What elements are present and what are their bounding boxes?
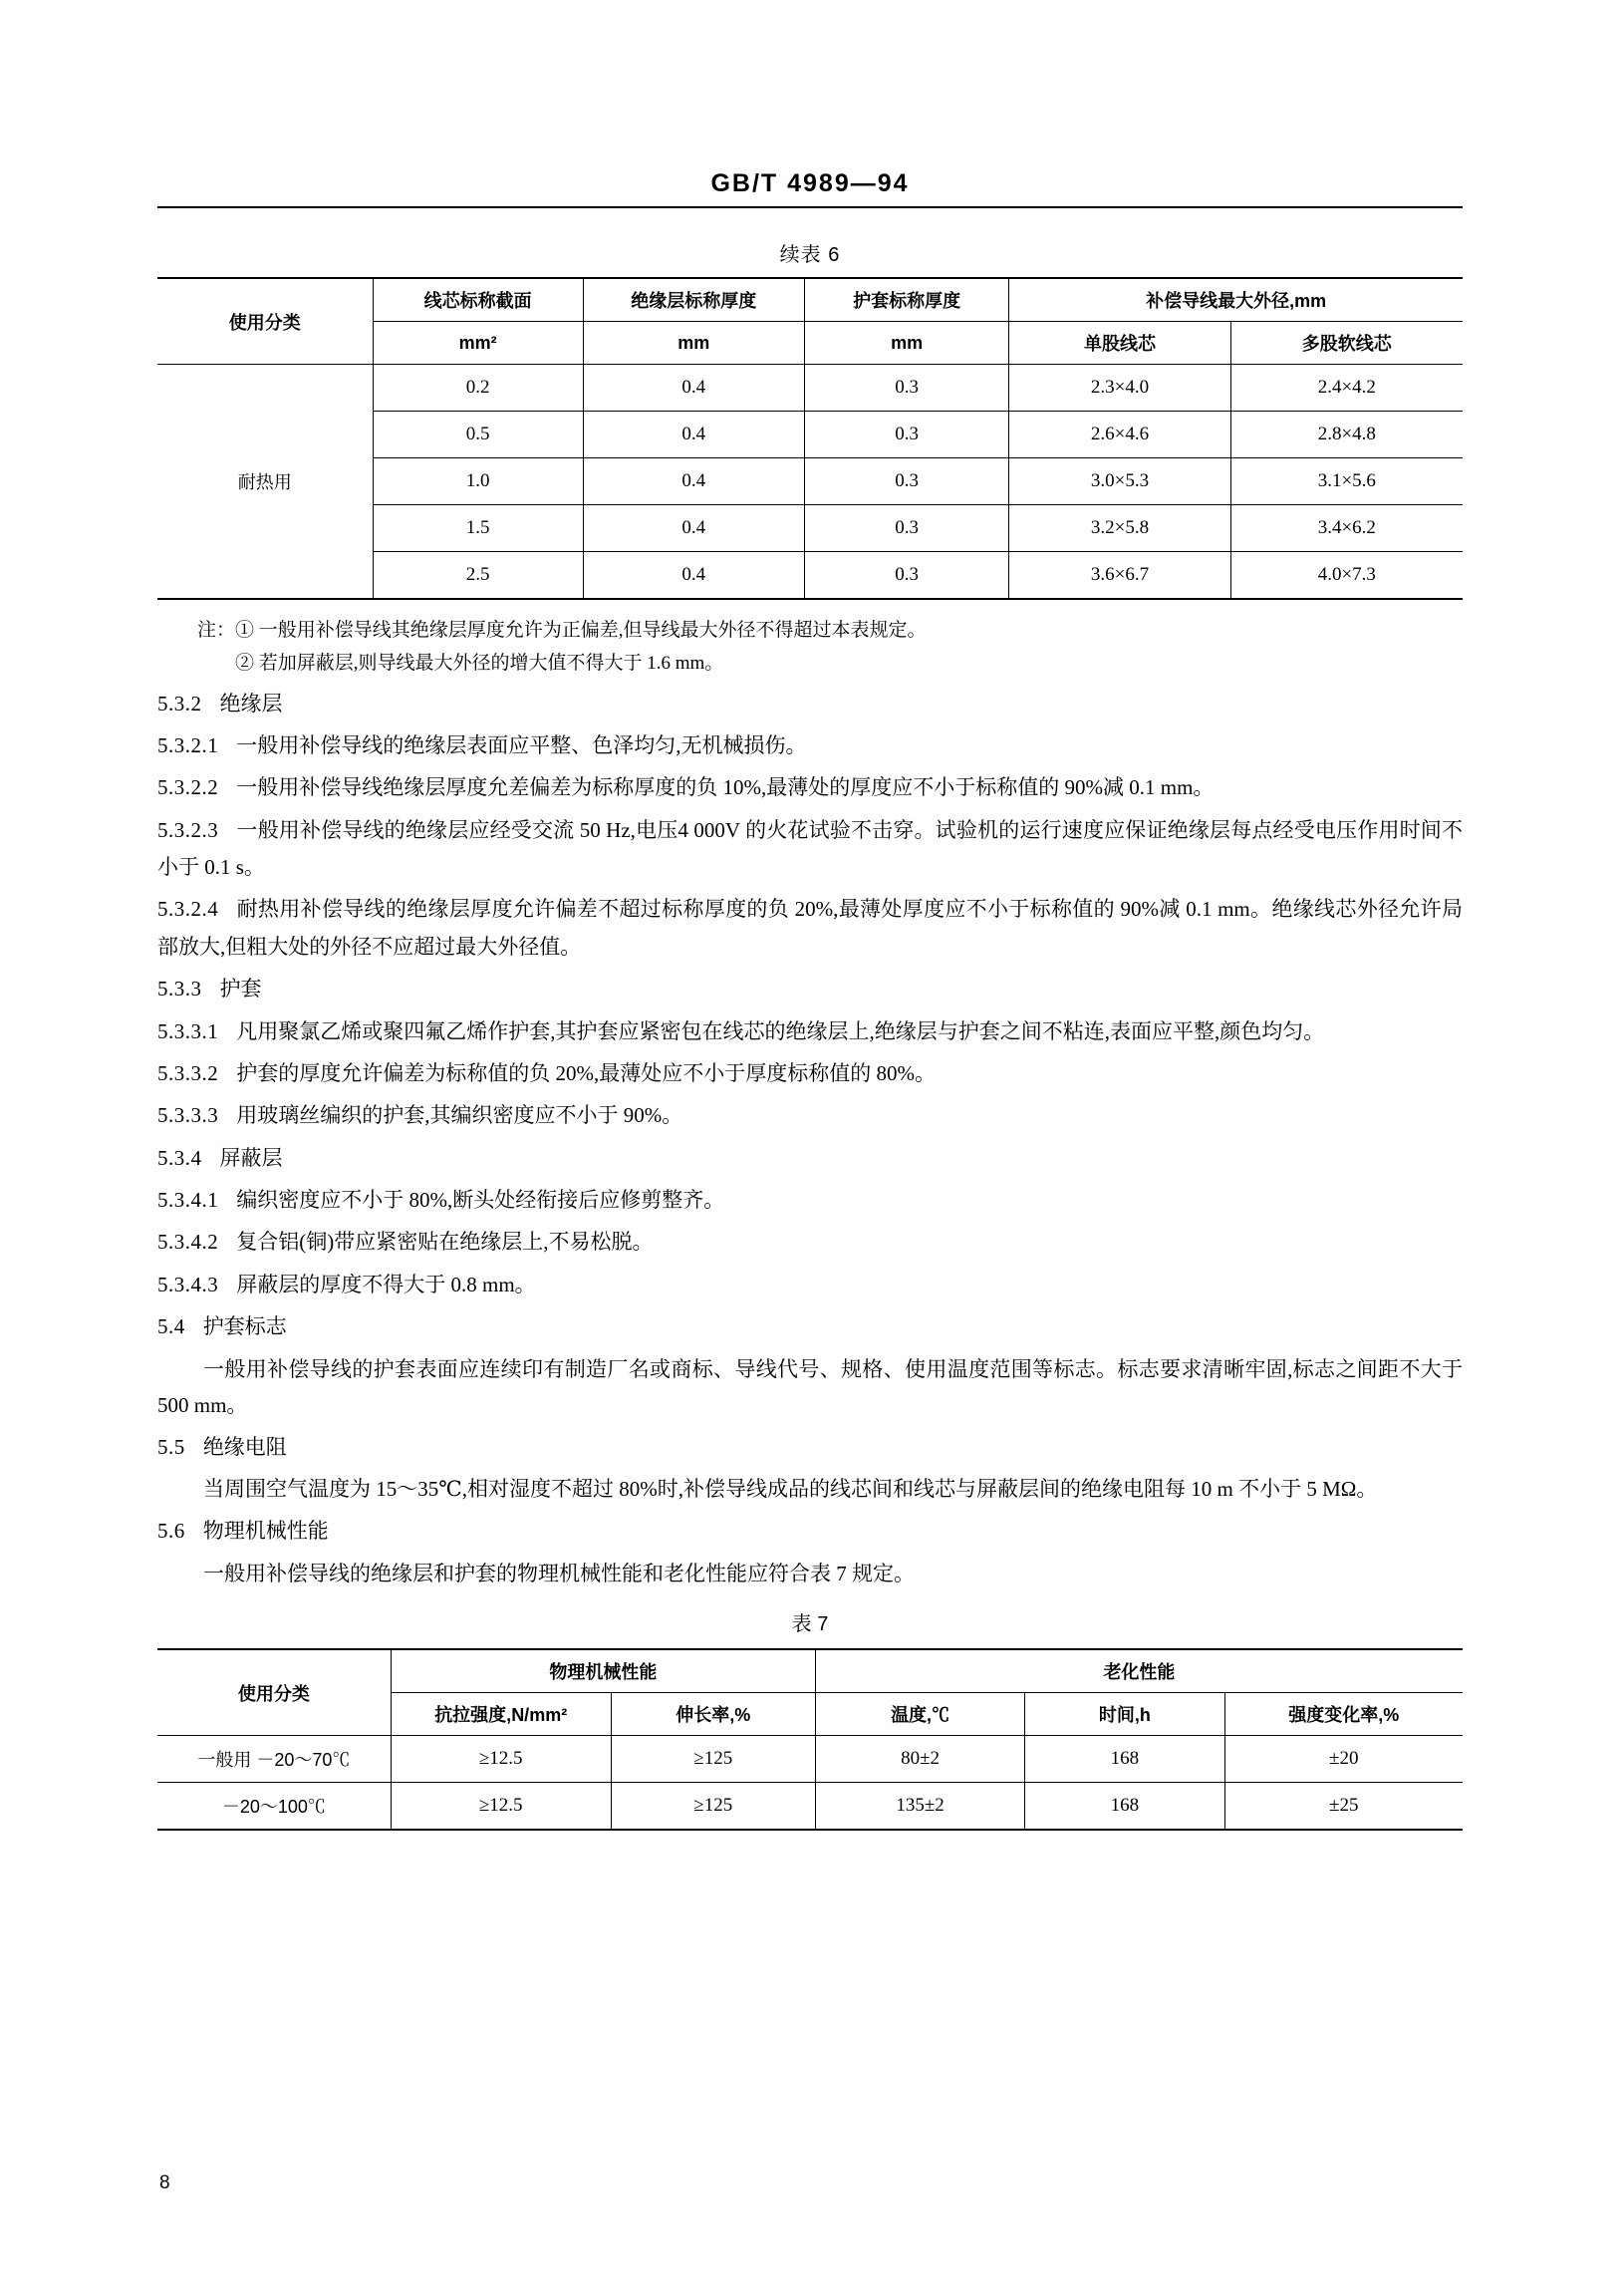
section-5-3-2-1 — [157, 727, 1463, 764]
section-number: 5.3.2.1 — [157, 732, 219, 757]
td7-usage: 一般用 －20～70℃ — [157, 1736, 391, 1783]
th-sheath-unit: mm — [804, 322, 1008, 365]
td7-time: 168 — [1025, 1783, 1224, 1831]
td-multi: 2.4×4.2 — [1230, 365, 1463, 412]
td-single: 2.6×4.6 — [1009, 412, 1230, 458]
section-text: 凡用聚氯乙烯或聚四氟乙烯作护套,其护套应紧密包在线芯的绝缘层上,绝缘层与护套之间不粘连,表面应平整,颜色均匀。 — [236, 1018, 1325, 1043]
section-5-3-3-1 — [157, 1013, 1463, 1050]
section-5-3-2 — [157, 686, 1463, 722]
section-title: 绝缘层 — [219, 691, 283, 716]
td-multi: 4.0×7.3 — [1230, 552, 1463, 600]
section-number: 5.3.3.3 — [157, 1103, 219, 1128]
section-number: 5.3.3 — [157, 977, 202, 1002]
td7-temperature: 135±2 — [815, 1783, 1024, 1831]
table7-caption: 表 7 — [791, 1613, 829, 1636]
td-multi: 2.8×4.8 — [1230, 412, 1463, 458]
th7-strength-change: 强度变化率,% — [1224, 1693, 1463, 1736]
section-number: 5.3.4 — [157, 1145, 202, 1170]
section-text: 用玻璃丝编织的护套,其编织密度应不小于 90%。 — [236, 1103, 683, 1128]
table-row — [157, 1736, 1463, 1783]
section-5-3-3-3 — [157, 1097, 1463, 1134]
header-divider — [157, 206, 1463, 208]
th7-temperature: 温度,℃ — [815, 1693, 1024, 1736]
table6-note-1: 注：① 一般用补偿导线其绝缘层厚度允许为正偏差,但导线最大外径不得超过本表规定。 — [197, 620, 927, 641]
td-section: 0.2 — [373, 365, 583, 412]
section-number: 5.3.4.3 — [157, 1272, 219, 1296]
section-text: 一般用补偿导线绝缘层厚度允差偏差为标称厚度的负 10%,最薄处的厚度应不小于标称值的 90%减 0.1 mm。 — [236, 775, 1215, 800]
td-multi: 3.4×6.2 — [1230, 505, 1463, 552]
section-text: 护套的厚度允许偏差为标称值的负 20%,最薄处应不小于厚度标称值的 80%。 — [236, 1060, 936, 1085]
section-number: 5.3.2.2 — [157, 775, 219, 800]
section-5-3-2-3 — [157, 812, 1463, 887]
td-sheath: 0.3 — [804, 412, 1008, 458]
page-content — [157, 169, 1463, 1831]
section-5-6 — [157, 1513, 1463, 1550]
section-text: 屏蔽层的厚度不得大于 0.8 mm。 — [236, 1272, 536, 1296]
section-text: 编织密度应不小于 80%,断头处经衔接后应修剪整齐。 — [236, 1188, 725, 1212]
table6-caption: 续表 6 — [779, 244, 841, 266]
td-insulation: 0.4 — [583, 365, 804, 412]
section-title: 物理机械性能 — [202, 1519, 329, 1544]
section-5-5 — [157, 1429, 1463, 1466]
td7-elongation: ≥125 — [611, 1783, 815, 1831]
td7-time: 168 — [1025, 1736, 1224, 1783]
table-row — [157, 1783, 1463, 1831]
td7-usage: －20～100℃ — [157, 1783, 391, 1831]
section-number: 5.3.2.3 — [157, 817, 219, 842]
td-insulation: 0.4 — [583, 552, 804, 600]
section-number: 5.3.4.1 — [157, 1188, 219, 1212]
th7-elongation: 伸长率,% — [611, 1693, 815, 1736]
section-5-3-3-2 — [157, 1055, 1463, 1092]
th7-aging: 老化性能 — [815, 1649, 1463, 1693]
table-continued-6 — [157, 277, 1463, 600]
th7-time: 时间,h — [1025, 1693, 1224, 1736]
section-5-4-body: 一般用补偿导线的护套表面应连续印有制造厂名或商标、导线代号、规格、使用温度范围等标志。标志要求清晰牢固,标志之间距不大于 500 mm。 — [157, 1356, 1463, 1418]
section-5-3-4 — [157, 1140, 1463, 1177]
td-insulation: 0.4 — [583, 412, 804, 458]
section-number: 5.5 — [157, 1435, 185, 1459]
page-number: 8 — [159, 2172, 170, 2193]
th7-tensile: 抗拉强度,N/mm² — [391, 1693, 611, 1736]
td-single: 3.2×5.8 — [1009, 505, 1230, 552]
td-section: 0.5 — [373, 412, 583, 458]
td-usage-label: 耐热用 — [157, 365, 373, 600]
th7-usage: 使用分类 — [157, 1649, 391, 1736]
th-multi-core: 多股软线芯 — [1230, 322, 1463, 365]
section-5-3-4-3 — [157, 1267, 1463, 1303]
th-sheath-thickness: 护套标称厚度 — [804, 278, 1008, 322]
td-section: 2.5 — [373, 552, 583, 600]
section-number: 5.3.3.2 — [157, 1060, 219, 1085]
section-text: 耐热用补偿导线的绝缘层厚度允许偏差不超过标称厚度的负 20%,最薄处厚度应不小于标称值的 90%减 0.1 mm。绝缘线芯外径允许局部放大,但粗大处的外径不应超过最大外径值。 — [157, 897, 1463, 959]
th-core-section-unit: mm² — [373, 322, 583, 365]
td-sheath: 0.3 — [804, 365, 1008, 412]
section-text: 一般用补偿导线的绝缘层表面应平整、色泽均匀,无机械损伤。 — [236, 732, 807, 757]
td7-tensile: ≥12.5 — [391, 1783, 611, 1831]
td-sheath: 0.3 — [804, 505, 1008, 552]
td-section: 1.0 — [373, 458, 583, 505]
th-usage: 使用分类 — [157, 278, 373, 365]
td-single: 2.3×4.0 — [1009, 365, 1230, 412]
td-sheath: 0.3 — [804, 458, 1008, 505]
section-5-3-2-2 — [157, 769, 1463, 806]
section-number: 5.3.3.1 — [157, 1018, 219, 1043]
section-title: 护套标志 — [202, 1314, 287, 1339]
section-number: 5.4 — [157, 1314, 185, 1339]
td7-elongation: ≥125 — [611, 1736, 815, 1783]
td-sheath: 0.3 — [804, 552, 1008, 600]
td-insulation: 0.4 — [583, 458, 804, 505]
section-text: 一般用补偿导线的绝缘层应经受交流 50 Hz,电压4 000V 的火花试验不击穿。试验机的运行速度应保证绝缘层每点经受电压作用时间不小于 0.1 s。 — [157, 817, 1463, 879]
td-section: 1.5 — [373, 505, 583, 552]
section-number: 5.3.2 — [157, 691, 202, 716]
section-title: 绝缘电阻 — [202, 1435, 287, 1459]
td7-change: ±25 — [1224, 1783, 1463, 1831]
section-title: 护套 — [219, 977, 262, 1002]
section-5-6-body: 一般用补偿导线的绝缘层和护套的物理机械性能和老化性能应符合表 7 规定。 — [203, 1561, 915, 1585]
th-insulation-thickness: 绝缘层标称厚度 — [583, 278, 804, 322]
section-number: 5.3.4.2 — [157, 1230, 219, 1255]
section-5-3-3 — [157, 971, 1463, 1007]
th-core-section: 线芯标称截面 — [373, 278, 583, 322]
th7-mechanical: 物理机械性能 — [391, 1649, 815, 1693]
th-insulation-unit: mm — [583, 322, 804, 365]
td-single: 3.6×6.7 — [1009, 552, 1230, 600]
th-single-core: 单股线芯 — [1009, 322, 1230, 365]
table-7 — [157, 1648, 1463, 1831]
td7-temperature: 80±2 — [815, 1736, 1024, 1783]
td-insulation: 0.4 — [583, 505, 804, 552]
section-5-4 — [157, 1308, 1463, 1345]
section-5-5-body: 当周围空气温度为 15～35℃,相对湿度不超过 80%时,补偿导线成品的线芯间和线芯与屏蔽层间的绝缘电阻每 10 m 不小于 5 MΩ。 — [203, 1477, 1378, 1502]
table-row — [157, 365, 1463, 412]
section-number: 5.3.2.4 — [157, 897, 219, 922]
td7-change: ±20 — [1224, 1736, 1463, 1783]
section-text: 复合铝(铜)带应紧密贴在绝缘层上,不易松脱。 — [236, 1230, 654, 1255]
section-5-3-4-1 — [157, 1182, 1463, 1219]
page-title: GB/T 4989—94 — [710, 169, 910, 197]
td-multi: 3.1×5.6 — [1230, 458, 1463, 505]
td-single: 3.0×5.3 — [1009, 458, 1230, 505]
section-5-3-4-2 — [157, 1224, 1463, 1261]
section-title: 屏蔽层 — [219, 1145, 283, 1170]
table6-notes — [157, 614, 1463, 681]
section-number: 5.6 — [157, 1519, 185, 1544]
td7-tensile: ≥12.5 — [391, 1736, 611, 1783]
th-max-outer-diameter: 补偿导线最大外径,mm — [1009, 278, 1463, 322]
table7-wrapper — [157, 1648, 1463, 1831]
table6-note-2: ② 若加屏蔽层,则导线最大外径的增大值不得大于 1.6 mm。 — [235, 653, 724, 675]
section-5-3-2-4 — [157, 891, 1463, 966]
